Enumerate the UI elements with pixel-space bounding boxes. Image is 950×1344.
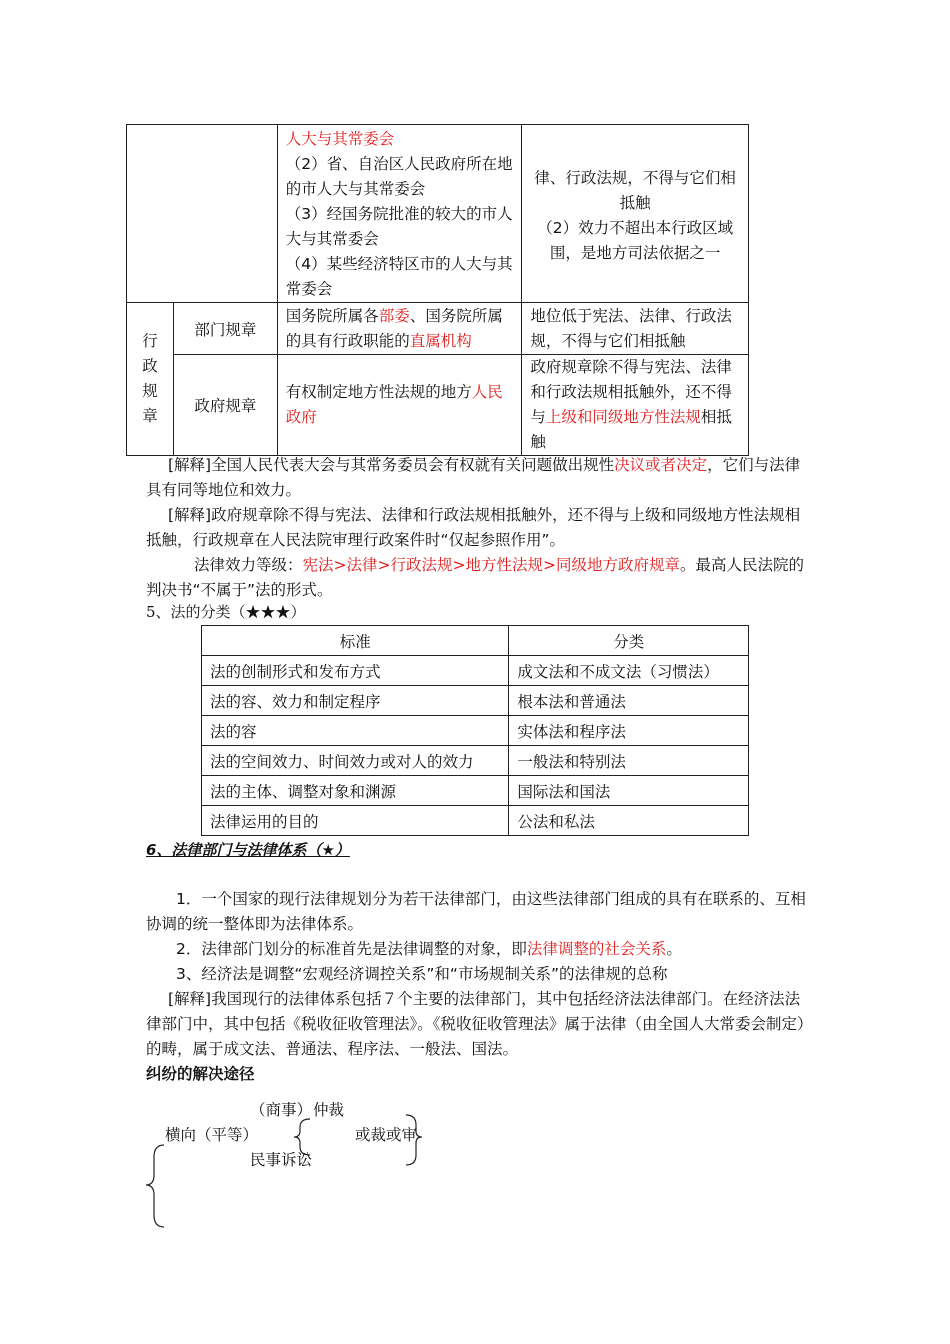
cell-text: （2）效力不超出本行政区域围，是地方司法依据之一 bbox=[537, 218, 734, 262]
explanation-paragraph: [解释]我国现行的法律体系包括７个主要的法律部门，其中包括经济法法律部门。在经济法法律部门中，其中包括《税收征收管理法》。《税收征收管理法》属于法律（由全国人大常委会制定）的畴，属于成文法、普通法、程序法、一般法、国法。 bbox=[146, 990, 805, 1058]
table-row bbox=[202, 776, 749, 806]
hierarchy-paragraph: 法律效力等级：宪法>法律>行政法规>地方性法规>同级地方政府规章。最高人民法院的判决书“不属于”法的形式。 bbox=[146, 556, 804, 599]
diagram-label: 仲裁 bbox=[313, 1101, 345, 1119]
group-label: 行政规章 bbox=[142, 332, 158, 425]
table-header: 分类 bbox=[509, 626, 749, 656]
section-heading: 5、法的分类（★★★） bbox=[146, 603, 306, 621]
cell-text: （4）某些经济特区市的人大与其常委会 bbox=[285, 255, 513, 298]
table-cell: 法的创制形式和发布方式 bbox=[202, 656, 509, 686]
table-cell: 法的容、效力和制定程序 bbox=[202, 686, 509, 716]
table-cell: 一般法和特别法 bbox=[509, 746, 749, 776]
table-cell: 地位低于宪法、法律、行政法规，不得与它们相抵触 bbox=[522, 303, 749, 355]
table-cell bbox=[173, 355, 277, 456]
table-row bbox=[202, 656, 749, 686]
table-row bbox=[202, 716, 749, 746]
table-row bbox=[202, 746, 749, 776]
table-cell bbox=[522, 125, 749, 303]
section-heading: 6、法律部门与法律体系（★） bbox=[146, 841, 350, 859]
table-cell: 国务院所属各部委、国务院所属的具有行政职能的直属机构 bbox=[277, 303, 522, 355]
explanation-paragraph: [解释]政府规章除不得与宪法、法律和行政法规相抵触外，还不得与上级和同级地方性法规相抵触，行政规章在人民法院审理行政案件时“仅起参照作用”。 bbox=[146, 506, 801, 549]
explanation-paragraph: [解释]全国人民代表大会与其常务委员会有权就有关问题做出规性决议或者决定，它们与法律具有同等地位和效力。 bbox=[146, 456, 801, 499]
table-row bbox=[202, 806, 749, 836]
table-row bbox=[202, 686, 749, 716]
table-cell: 公法和私法 bbox=[509, 806, 749, 836]
section-heading: 纠纷的解决途径 bbox=[146, 1065, 255, 1083]
rule-type: 部门规章 bbox=[194, 320, 257, 339]
rule-type: 政府规章 bbox=[194, 397, 257, 415]
group-label-cell bbox=[127, 303, 174, 456]
diagram-label: 民事诉讼 bbox=[250, 1151, 313, 1169]
table-cell: 法的主体、调整对象和渊源 bbox=[202, 776, 509, 806]
table-cell: 法的容 bbox=[202, 716, 509, 746]
table-cell bbox=[277, 125, 522, 303]
body-paragraph: 2．法律部门划分的标准首先是法律调整的对象，即法律调整的社会关系。 bbox=[176, 940, 682, 958]
dispute-diagram bbox=[140, 1095, 440, 1235]
diagram-label: （商事） bbox=[250, 1101, 313, 1119]
table-cell: 政府规章除不得与宪法、法律和行政法规相抵触外，还不得与上级和同级地方性法规相抵触 bbox=[522, 355, 749, 456]
table-cell bbox=[173, 303, 277, 355]
law-classification-table bbox=[201, 625, 749, 836]
cell-text: （3）经国务院批准的较大的市人大与其常委会 bbox=[285, 205, 513, 248]
table-cell: 有权制定地方性法规的地方人民政府 bbox=[277, 355, 522, 456]
table-cell: 法的空间效力、时间效力或对人的效力 bbox=[202, 746, 509, 776]
body-paragraph: 1．一个国家的现行法律规划分为若干法律部门，由这些法律部门组成的具有在联系的、互相协调的统一整体即为法律体系。 bbox=[146, 890, 806, 933]
body-paragraph: 3、经济法是调整“宏观经济调控关系”和“市场规制关系”的法律规的总称 bbox=[176, 965, 668, 983]
cell-text: （2）省、自治区人民政府所在地的市人大与其常委会 bbox=[285, 155, 513, 198]
table-cell: 实体法和程序法 bbox=[509, 716, 749, 746]
cell-text: 律、行政法规，不得与它们相抵触 bbox=[534, 168, 736, 212]
legal-forms-table bbox=[126, 124, 749, 456]
table-cell-empty bbox=[127, 125, 278, 303]
cell-text-red: 人大与其常委会 bbox=[285, 130, 395, 148]
table-cell: 成文法和不成文法（习惯法） bbox=[509, 656, 749, 686]
table-cell: 法律运用的目的 bbox=[202, 806, 509, 836]
table-cell: 国际法和国法 bbox=[509, 776, 749, 806]
table-header: 标准 bbox=[202, 626, 509, 656]
table-cell: 根本法和普通法 bbox=[509, 686, 749, 716]
diagram-label: 或裁或审 bbox=[355, 1126, 418, 1144]
diagram-label: 横向（平等） bbox=[165, 1126, 259, 1144]
